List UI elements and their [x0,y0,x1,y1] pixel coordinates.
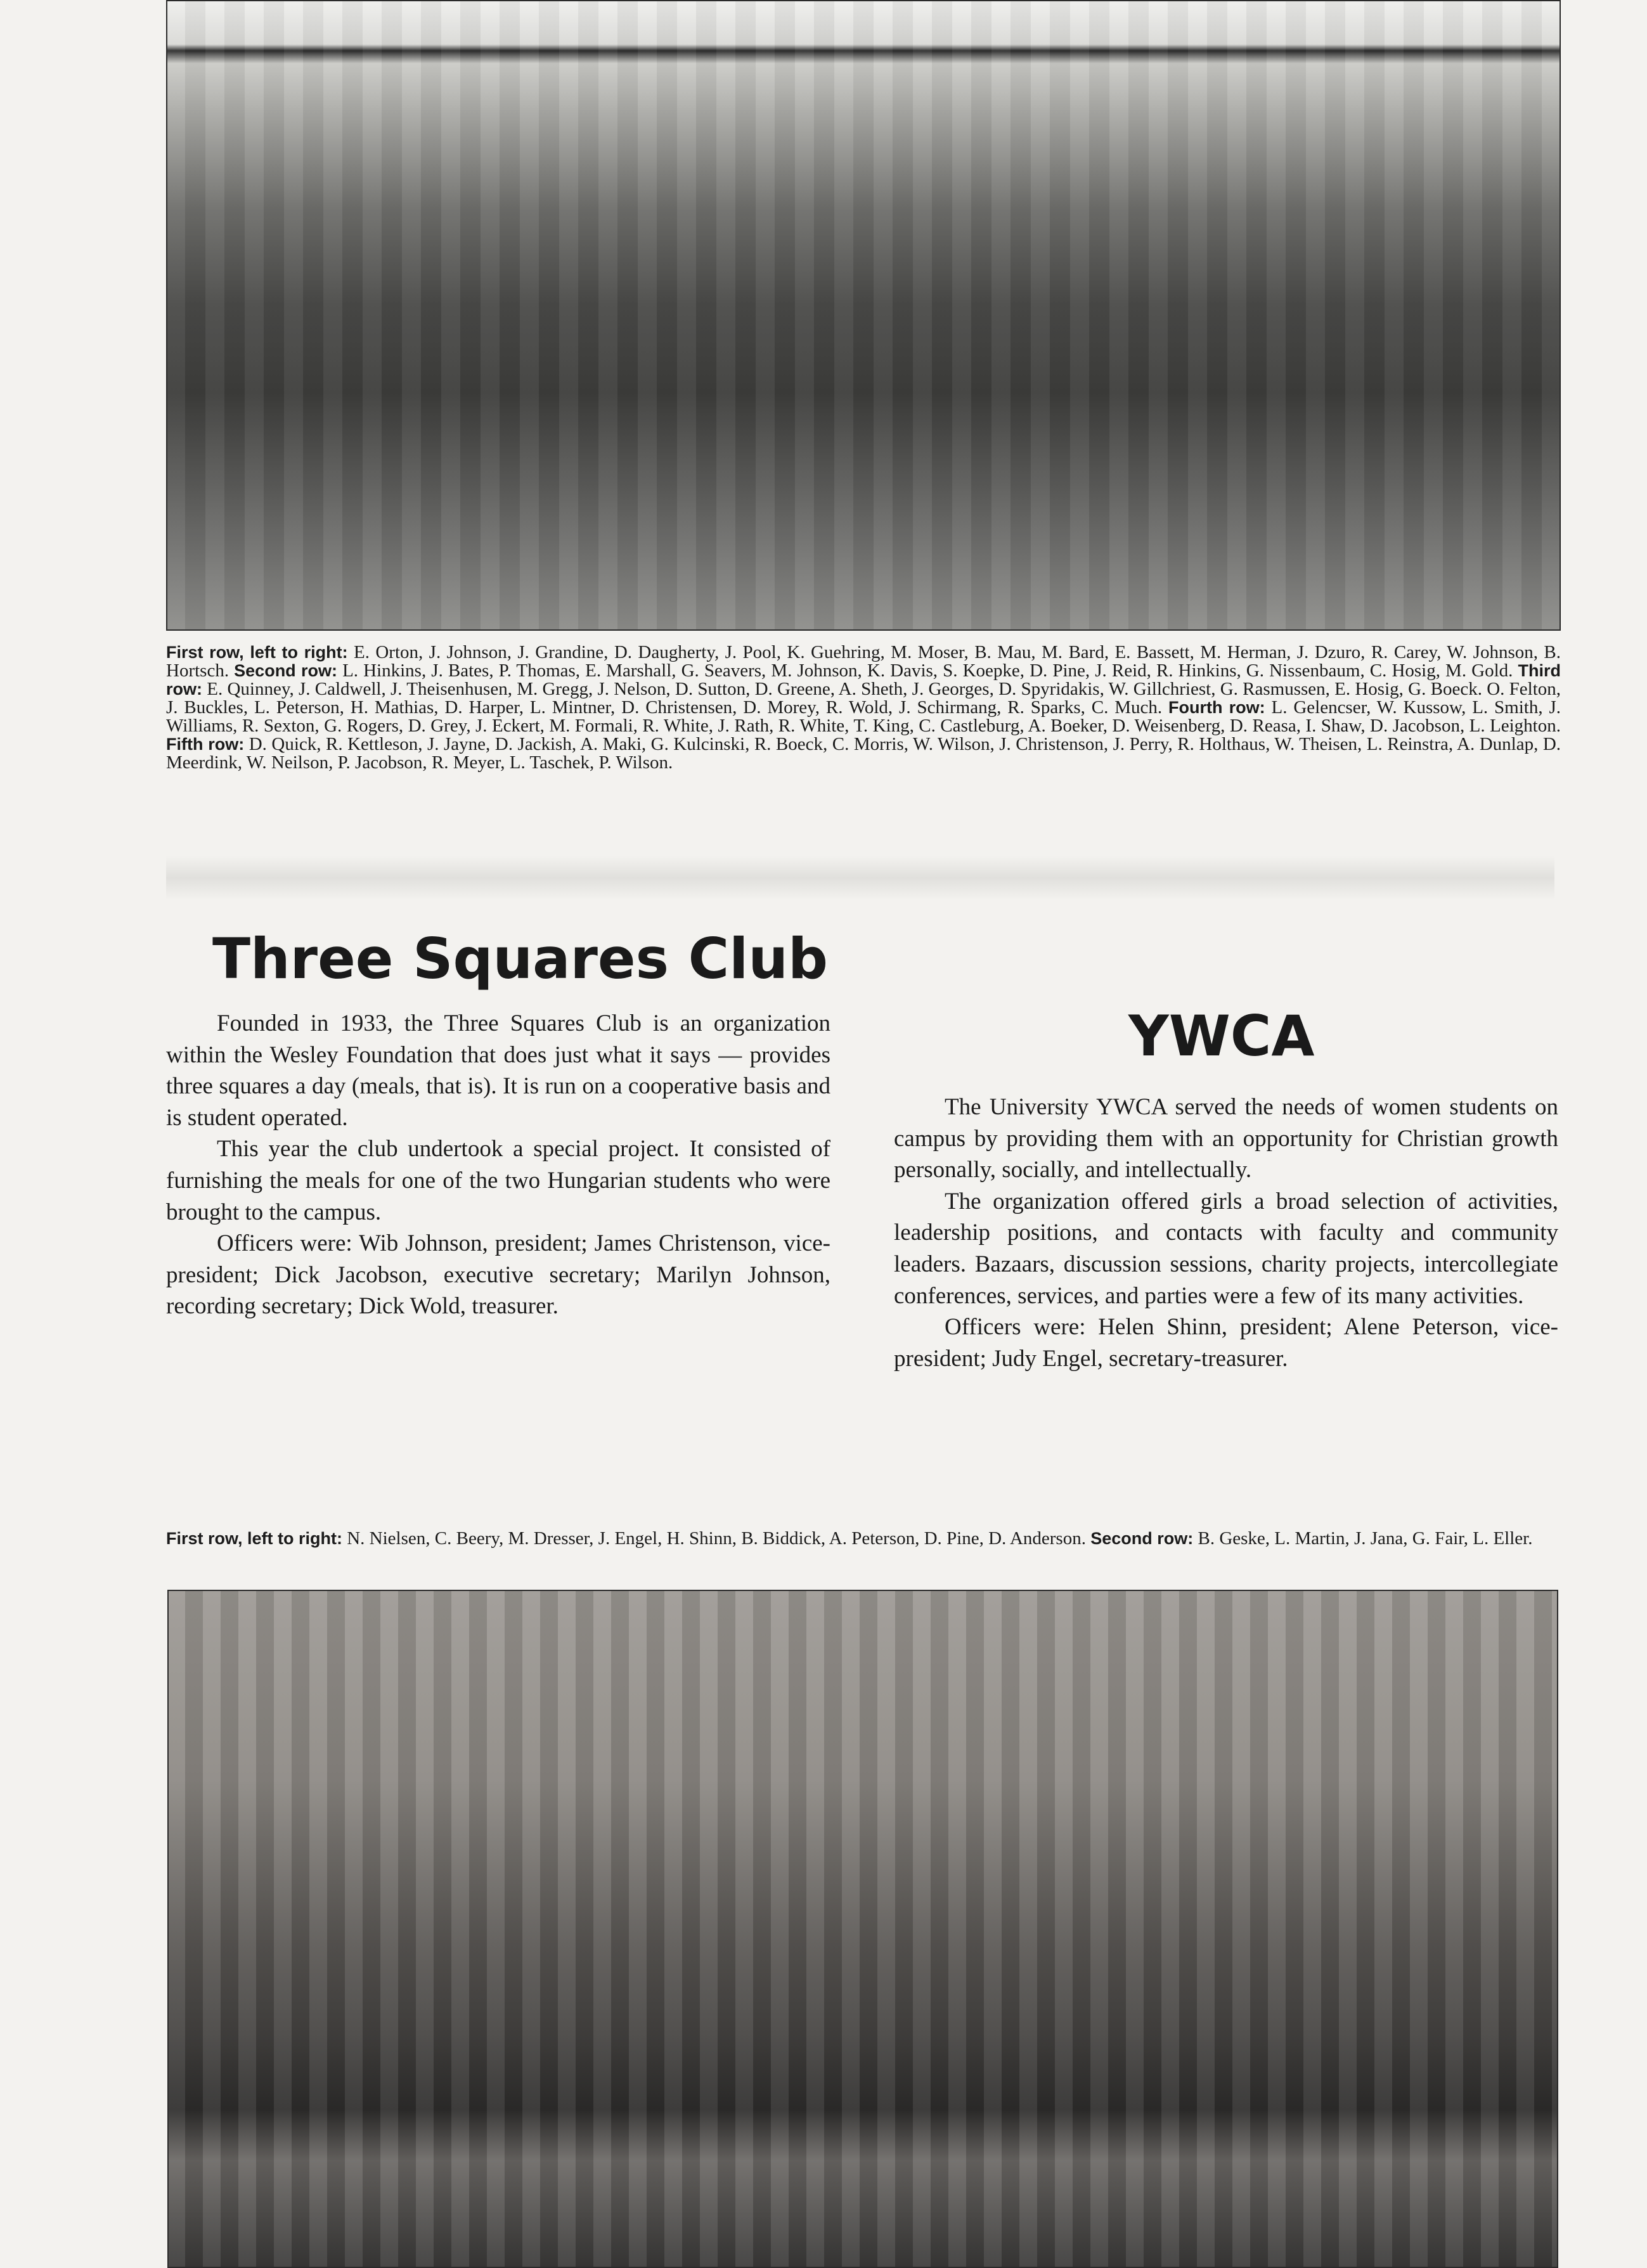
ywca-caption-second-row-names: B. Geske, L. Martin, J. Jana, G. Fair, L. Eller. [1198,1528,1533,1549]
caption-second-row-label: Second row: [234,661,337,680]
ywca-title: YWCA [1128,1003,1315,1069]
bleed-through-band [166,856,1554,900]
three-squares-paragraph-2: This year the club undertook a special project. It consisted of furnishing the meals for one of the two Hungarian students who were brought to the campus. [166,1136,830,1225]
caption-first-row-label: First row, left to right: [166,643,348,662]
caption-fourth-row-names: L. Gelencser, W. Kussow, L. Smith, J. Williams, R. Sexton, G. Rogers, D. Grey, J. Eckert, M. Formali, R. White, J. Rath, R. White, T. King, C. Castleburg, A. Boeker, D. Weisenberg, D. Reasa, I. Shaw, D. Jacobson, L. Leighton. [166,697,1561,736]
ywca-paragraph-2: The organization offered girls a broad selection of activities, leadership positions, and contacts with faculty and community leaders. Bazaars, discussion sessions, charity projects, intercollegiate conferences, services, and parties were a few of its many activities. [894,1188,1558,1309]
three-squares-paragraph-3: Officers were: Wib Johnson, president; James Christenson, vice-president; Dick Jacobson, executive secretary; Marilyn Johnson, recording secretary; Dick Wold, treasurer. [166,1230,830,1320]
caption-third-row-label: Third row: [166,661,1561,699]
three-squares-title: Three Squares Club [212,926,828,991]
three-squares-group-photo [166,0,1561,631]
ywca-caption [166,1530,1561,1548]
ywca-group-photo [167,1590,1558,2268]
caption-fourth-row-label: Fourth row: [1168,698,1265,717]
caption-second-row-names: L. Hinkins, J. Bates, P. Thomas, E. Marshall, G. Seavers, M. Johnson, K. Davis, S. Koepke, D. Pine, J. Reid, R. Hinkins, G. Nissenbaum, C. Hosig, M. Gold. [342,660,1513,681]
ywca-caption-first-row-names: N. Nielsen, C. Beery, M. Dresser, J. Engel, H. Shinn, B. Biddick, A. Peterson, D. Pine, D. Anderson. [347,1528,1086,1549]
ywca-paragraph-3: Officers were: Helen Shinn, president; Alene Peterson, vice-president; Judy Engel, secretary-treasurer. [894,1314,1558,1372]
caption-third-row-names: E. Quinney, J. Caldwell, J. Theisenhusen, M. Gregg, J. Nelson, D. Sutton, D. Greene, A. Sheth, J. Georges, D. Spyridakis, W. Gillchriest, G. Rasmussen, E. Hosig, G. Boeck. O. Felton, J. Buckles, L. Peterson, H. Mathias, D. Harper, L. Mintner, D. Christensen, D. Morey, R. Wold, J. Schirmang, R. Sparks, C. Much. [166,679,1561,718]
three-squares-article [166,1008,830,1322]
three-squares-paragraph-1: Founded in 1933, the Three Squares Club is an organization within the Wesley Foundation that does just what it says — provides three squares a day (meals, that is). It is run on a cooperative basis and is student operated. [166,1010,830,1131]
caption-fifth-row-names: D. Quick, R. Kettleson, J. Jayne, D. Jackish, A. Maki, G. Kulcinski, R. Boeck, C. Morris, W. Wilson, J. Christenson, J. Perry, R. Holthaus, W. Theisen, L. Reinstra, A. Dunlap, D. Meerdink, W. Neilson, P. Jacobson, R. Meyer, L. Taschek, P. Wilson. [166,734,1561,773]
three-squares-caption [166,643,1561,772]
caption-first-row-names: E. Orton, J. Johnson, J. Grandine, D. Daugherty, J. Pool, K. Guehring, M. Moser, B. Mau, M. Bard, E. Bassett, M. Herman, J. Dzuro, R. Carey, W. Johnson, B. Hortsch. [166,642,1561,681]
ywca-article [894,1092,1558,1374]
ywca-paragraph-1: The University YWCA served the needs of women students on campus by providing them with an opportunity for Christian growth personally, socially, and intellectually. [894,1094,1558,1183]
ywca-caption-first-row-label: First row, left to right: [166,1529,342,1548]
ywca-caption-second-row-label: Second row: [1090,1529,1194,1548]
caption-fifth-row-label: Fifth row: [166,735,245,754]
